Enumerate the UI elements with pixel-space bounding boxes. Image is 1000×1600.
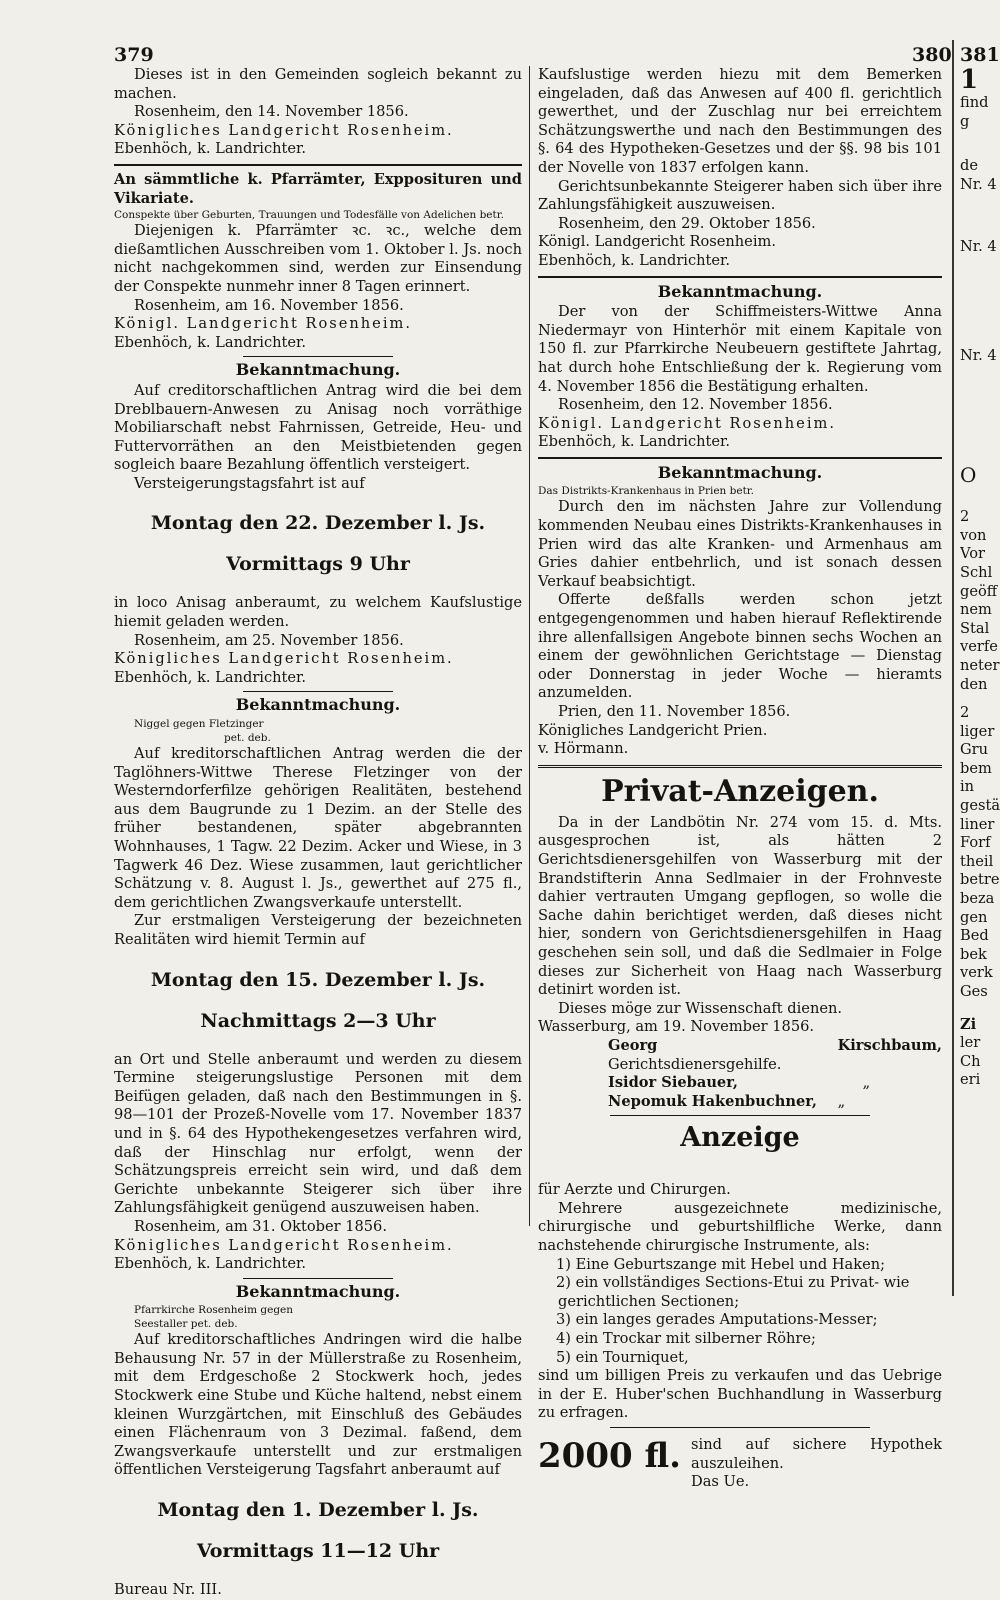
notice-body: sind um billigen Preis zu verkaufen und das Uebrige in der E. Huber'schen Buchhandlung in Wasserburg zu erfragen. — [538, 1367, 942, 1422]
auction-date: Montag den 15. Dezember l. Js. — [150, 968, 486, 991]
notice-title: Bekanntmachung. — [657, 462, 823, 482]
fragment: betre — [960, 871, 1000, 889]
notice-signature-judge: Ebenhöch, k. Landrichter. — [114, 668, 307, 686]
notice-body: Auf creditorschaftlichen Antrag wird die bei dem Dreblbauern-Anwesen zu Anisag noch vorräthige Mobiliarschaft nebst Fahrnissen, Getreide, Heu- und Futtervorräthen an den Meistbietenden gegen sogleich baare Bezahlung öffentlich versteigert. — [114, 381, 522, 474]
fragment: 2 — [960, 508, 970, 526]
intro-signature-court: Königliches Landgericht Rosenheim. — [114, 121, 454, 139]
short-rule — [243, 691, 393, 692]
fragment: Bed — [960, 927, 989, 945]
section-rule — [538, 457, 942, 459]
notice-body: Gerichtsunbekannte Steigerer haben sich über ihre Zahlungsfähigkeit auszuweisen. — [538, 177, 942, 214]
short-rule — [243, 1278, 393, 1279]
fragment: Ch — [960, 1052, 981, 1070]
notice-body: Mehrere ausgezeichnete medizinische, chirurgische und geburtshilfliche Werke, dann nachstehende chirurgische Instrumente, als: — [538, 1199, 942, 1255]
list-item: 2) ein vollständiges Sections-Etui zu Privat- wie gerichtlichen Sectionen; — [556, 1274, 910, 1310]
fragment: O — [960, 462, 977, 487]
loan-advert — [538, 1436, 942, 1492]
notice-date-text: Wasserburg, am 19. November 1856. — [538, 1018, 815, 1036]
notice-title: Bekanntmachung. — [235, 695, 401, 715]
notice-date: Rosenheim, den 12. November 1856. — [558, 396, 833, 414]
notice-body: Zur erstmaligen Versteigerung der bezeichneten Realitäten wird hiemit Termin auf — [114, 912, 522, 948]
page-number-right: 380 — [912, 44, 952, 66]
fragment: Stal — [960, 619, 990, 637]
loan-amount: 2000 fl. — [538, 1436, 682, 1476]
short-rule — [610, 1427, 870, 1428]
notice-body: Der von der Schiffmeisters-Wittwe Anna Niedermayr von Hinterhör mit einem Kapitale von 150 fl. zur Pfarrkirche Neubeuern gestiftete Jahrtag, hat durch hohe Entschließung der k. Regierung vom 4. November 1856 die Bestätigung erhalten. — [538, 303, 942, 395]
signer-name: Nepomuk Hakenbuchner, — [608, 1092, 817, 1110]
fragment: bem — [960, 759, 992, 777]
notice-body: Durch den im nächsten Jahre zur Vollendung kommenden Neubau eines Distrikts-Krankenhauses in Prien wird das alte Kranken- und Armenhaus am Gries dahier entbehrlich, und ist sonach dessen Verkauf beabsichtigt. — [538, 498, 942, 590]
notice-signature-court: Königliches Landgericht Rosenheim. — [114, 650, 454, 668]
fragment: Nr. 4 — [960, 175, 997, 193]
signer-row — [538, 1093, 942, 1112]
intro-date: Rosenheim, den 14. November 1856. — [134, 103, 409, 121]
notice-date: Rosenheim, am 25. November 1856. — [134, 631, 404, 649]
section-rule — [538, 276, 942, 278]
notice-signature-court: Königl. Landgericht Rosenheim. — [538, 233, 776, 251]
fragment: in — [960, 778, 975, 796]
fragment: Zi — [960, 1015, 977, 1033]
notice-signature-judge: Ebenhöch, k. Landrichter. — [538, 251, 731, 269]
list-item: 4) ein Trockar mit silberner Röhre; — [556, 1330, 816, 1348]
notice-signature-court: Königl. Landgericht Rosenheim. — [538, 414, 836, 432]
fragment: Gru — [960, 741, 989, 759]
auction-location: Bureau Nr. III. — [114, 1581, 222, 1599]
column-left — [114, 66, 522, 1600]
notice-title: Bekanntmachung. — [235, 1281, 401, 1301]
list-item: 3) ein langes gerades Amputations-Messer; — [556, 1311, 878, 1329]
notice-date: Rosenheim, am 31. Oktober 1856. — [134, 1217, 387, 1235]
fragment: Vor — [960, 545, 985, 563]
notice-body: in loco Anisag anberaumt, zu welchem Kaufslustige hiemit geladen werden. — [114, 594, 522, 631]
case-type: Seestaller pet. deb. — [134, 1318, 238, 1331]
signer-role: Gerichtsdienersgehilfe. — [608, 1055, 782, 1073]
intro-line: Dieses ist in den Gemeinden sogleich bekannt zu machen. — [114, 66, 522, 102]
fragment: von — [960, 526, 987, 544]
fragment: verfe — [960, 638, 998, 656]
fragment: liner — [960, 815, 995, 833]
notice-body: Auf kreditorschaftlichen Antrag werden die der Taglöhners-Wittwe Therese Fletzinger von der Westerndorferfilze gehörigen Realitäten, bestehend aus dem Baugrunde zu 1 Dezim. an der Stelle des früher bestandenen, später abgebrannten Wohnhauses, 1 Tagw. 22 Dezim. Acker und Wiese, in 3 Tagwerk 46 Dez. Wiese zusammen, laut gerichtlicher Schätzung v. 8. August l. Js., gewerthet auf 275 fl., dem gerichtlichen Zwangsverkaufe unterstellt. — [114, 745, 522, 911]
notice-date: Rosenheim, den 29. Oktober 1856. — [558, 214, 816, 232]
fragment: Schl — [960, 563, 993, 581]
auction-time: Nachmittags 2—3 Uhr — [200, 1009, 436, 1032]
fragment: de — [960, 157, 978, 175]
short-rule — [243, 356, 393, 357]
notice-body: Kaufslustige werden hiezu mit dem Bemerken eingeladen, daß das Anwesen auf 400 fl. gerichtlich gewerthet, und der Zuschlag nur bei erreichtem Schätzungswerthe und nach den Bestimmungen des §. 64 des Hypotheken-Gesetzes und der §§. 98 bis 101 der Novelle von 1837 erfolgen kann. — [538, 66, 942, 176]
signer-row — [538, 1037, 942, 1074]
fragment: neter — [960, 656, 1000, 674]
fragment: nem — [960, 601, 992, 619]
fragment: liger — [960, 722, 995, 740]
fragment: verk — [960, 964, 993, 982]
signer-name: Georg Kirschbaum, — [608, 1036, 942, 1054]
notice-signature-court: Königl. Landgericht Rosenheim. — [114, 315, 412, 333]
intro-signature-judge: Ebenhöch, k. Landrichter. — [114, 140, 307, 158]
section-double-rule — [538, 765, 942, 768]
auction-date: Montag den 1. Dezember l. Js. — [157, 1499, 479, 1522]
notice-date: Prien, den 11. November 1856. — [558, 703, 791, 720]
fragment: ler — [960, 1034, 981, 1052]
loan-text-line: Das Ue. — [691, 1473, 750, 1491]
fragment: Forf — [960, 834, 991, 852]
notice-signature-court: Königliches Landgericht Rosenheim. — [114, 1236, 454, 1254]
notice-date: Rosenheim, am 16. November 1856. — [134, 296, 404, 314]
fragment: Ges — [960, 983, 988, 1000]
anzeige-subtitle: für Aerzte und Chirurgen. — [538, 1181, 731, 1199]
fragment: eri — [960, 1071, 981, 1089]
notice-body: Dieses möge zur Wissenschaft dienen. — [558, 999, 843, 1017]
case-parties: Niggel gegen Fletzinger — [134, 718, 264, 731]
signer-row — [538, 1074, 942, 1093]
notice-signature-official: v. Hörmann. — [538, 740, 629, 758]
fragment: theil — [960, 852, 994, 870]
list-item: 1) Eine Geburtszange mit Hebel und Haken; — [556, 1255, 886, 1273]
page-number-left: 379 — [114, 44, 154, 66]
column-divider — [529, 66, 530, 1226]
loan-text — [691, 1436, 942, 1492]
privat-anzeigen-heading: Privat-Anzeigen. — [601, 773, 879, 809]
fragment: gestä — [960, 797, 1000, 815]
fragment: bek — [960, 945, 987, 963]
notice-subtitle: Conspekte über Geburten, Trauungen und Todesfälle von Adelichen betr. — [114, 209, 504, 222]
fragment: gen — [960, 908, 988, 926]
ditto-mark: „ — [862, 1074, 871, 1092]
case-parties: Pfarrkirche Rosenheim gegen — [134, 1304, 294, 1317]
list-item: 5) ein Tourniquet, — [556, 1348, 689, 1366]
notice-title: Bekanntmachung. — [235, 360, 401, 380]
auction-time: Vormittags 9 Uhr — [226, 553, 410, 576]
column-right — [538, 66, 942, 1492]
loan-text-line: sind auf sichere Hypothek auszuleihen. — [691, 1436, 942, 1472]
short-rule — [610, 1115, 870, 1116]
auction-time: Vormittags 11—12 Uhr — [196, 1540, 440, 1563]
notice-signature-court: Königliches Landgericht Prien. — [538, 721, 768, 739]
fragment: 2 — [960, 704, 970, 722]
fragment: Nr. 4 — [960, 346, 997, 364]
notice-signature-judge: Ebenhöch, k. Landrichter. — [114, 1255, 307, 1273]
fragment: beza — [960, 890, 995, 908]
ditto-mark: „ — [837, 1092, 846, 1110]
notice-text: Versteigerungstagsfahrt ist auf — [134, 474, 365, 492]
fragment: geöff — [960, 582, 998, 600]
notice-signature-judge: Ebenhöch, k. Landrichter. — [538, 433, 731, 451]
auction-date: Montag den 22. Dezember l. Js. — [150, 512, 486, 535]
notice-body: an Ort und Stelle anberaumt und werden zu diesem Termine steigerungslustige Personen mit dem Beifügen geladen, daß nach den Bestimmungen in §. 98—101 der Prozeß-Novelle vom 17. November 1837 und in §. 64 des Hypothekengesetzes verfahren wird, daß der Hinschlag nur erfolgt, wenn der Schätzungspreis erreicht sein wird, und daß dem Gerichte unbekannte Steigerer sich über ihre Zahlungsfähigkeit genügend auszuweisen haben. — [114, 1050, 522, 1217]
signer-name: Isidor Siebauer, — [608, 1074, 738, 1092]
notice-date — [538, 1018, 942, 1037]
notice-body: Auf kreditorschaftliches Andringen wird die halbe Behausung Nr. 57 in der Müllerstraße zu Rosenheim, mit dem Erdgeschoße 2 Stockwerk hoch, jedes Stockwerk eine Stube und Küche haltend, nebst einem kleinen Wurzgärtchen, mit Einschluß des Gebäudes einen Flächenraum von 3 Dezimal. faßend, dem Zwangsverkaufe unterstellt und zur erstmaligen öffentlichen Versteigerung Tagsfahrt anberaumt auf — [114, 1331, 522, 1479]
section-rule — [114, 164, 522, 166]
fragment: find g — [960, 94, 989, 130]
fragment: Nr. 4 — [960, 238, 997, 256]
fragment: 1 — [960, 66, 979, 95]
fragment: den — [960, 675, 988, 693]
case-type: pet. deb. — [224, 732, 271, 745]
page-number-far-right: 381 — [960, 44, 1000, 66]
notice-title: An sämmtliche k. Pfarrämter, Expposituren und Vikariate. — [114, 170, 522, 207]
notice-title: Bekanntmachung. — [657, 281, 823, 301]
notice-signature-judge: Ebenhöch, k. Landrichter. — [114, 333, 307, 351]
notice-subtitle: Das Distrikts-Krankenhaus in Prien betr. — [538, 485, 754, 498]
cropped-next-page — [960, 66, 1000, 1090]
anzeige-heading: Anzeige — [680, 1122, 800, 1154]
page-edge — [952, 40, 954, 1296]
notice-body: Da in der Landbötin Nr. 274 vom 15. d. Mts. ausgesprochen ist, als hätten 2 Gerichtsdienersgehilfen von Wasserburg mit der Brandstifterin Anna Sedlmaier in der Frohnveste dahier vertrauten Umgang gepflogen, so wolle die Sache dahin berichtiget werden, daß dieses nicht hier, sondern von Gerichtsdienersgehilfen in Haag geschehen sein soll, und daß die Sedlmaier in Folge dieses zur Sicherheit von Haag nach Wasserburg detinirt worden ist. — [538, 813, 942, 999]
notice-body: Offerte deßfalls werden schon jetzt entgegengenommen und haben hierauf Reflektirende ihre allenfallsigen Angebote binnen sechs Wochen an einem der gewöhnlichen Gerichtstage — Dienstag oder Donnerstag in jeder Woche — hieramts anzumelden. — [538, 591, 942, 702]
instrument-list — [538, 1256, 942, 1368]
notice-body: Diejenigen k. Pfarrämter ꝛc. ꝛc., welche dem dießamtlichen Ausschreiben vom 1. Oktober l. Js. noch nicht nachgekommen sind, werden zur Einsendung der Conspekte nunmehr inner 8 Tagen erinnert. — [114, 222, 522, 295]
